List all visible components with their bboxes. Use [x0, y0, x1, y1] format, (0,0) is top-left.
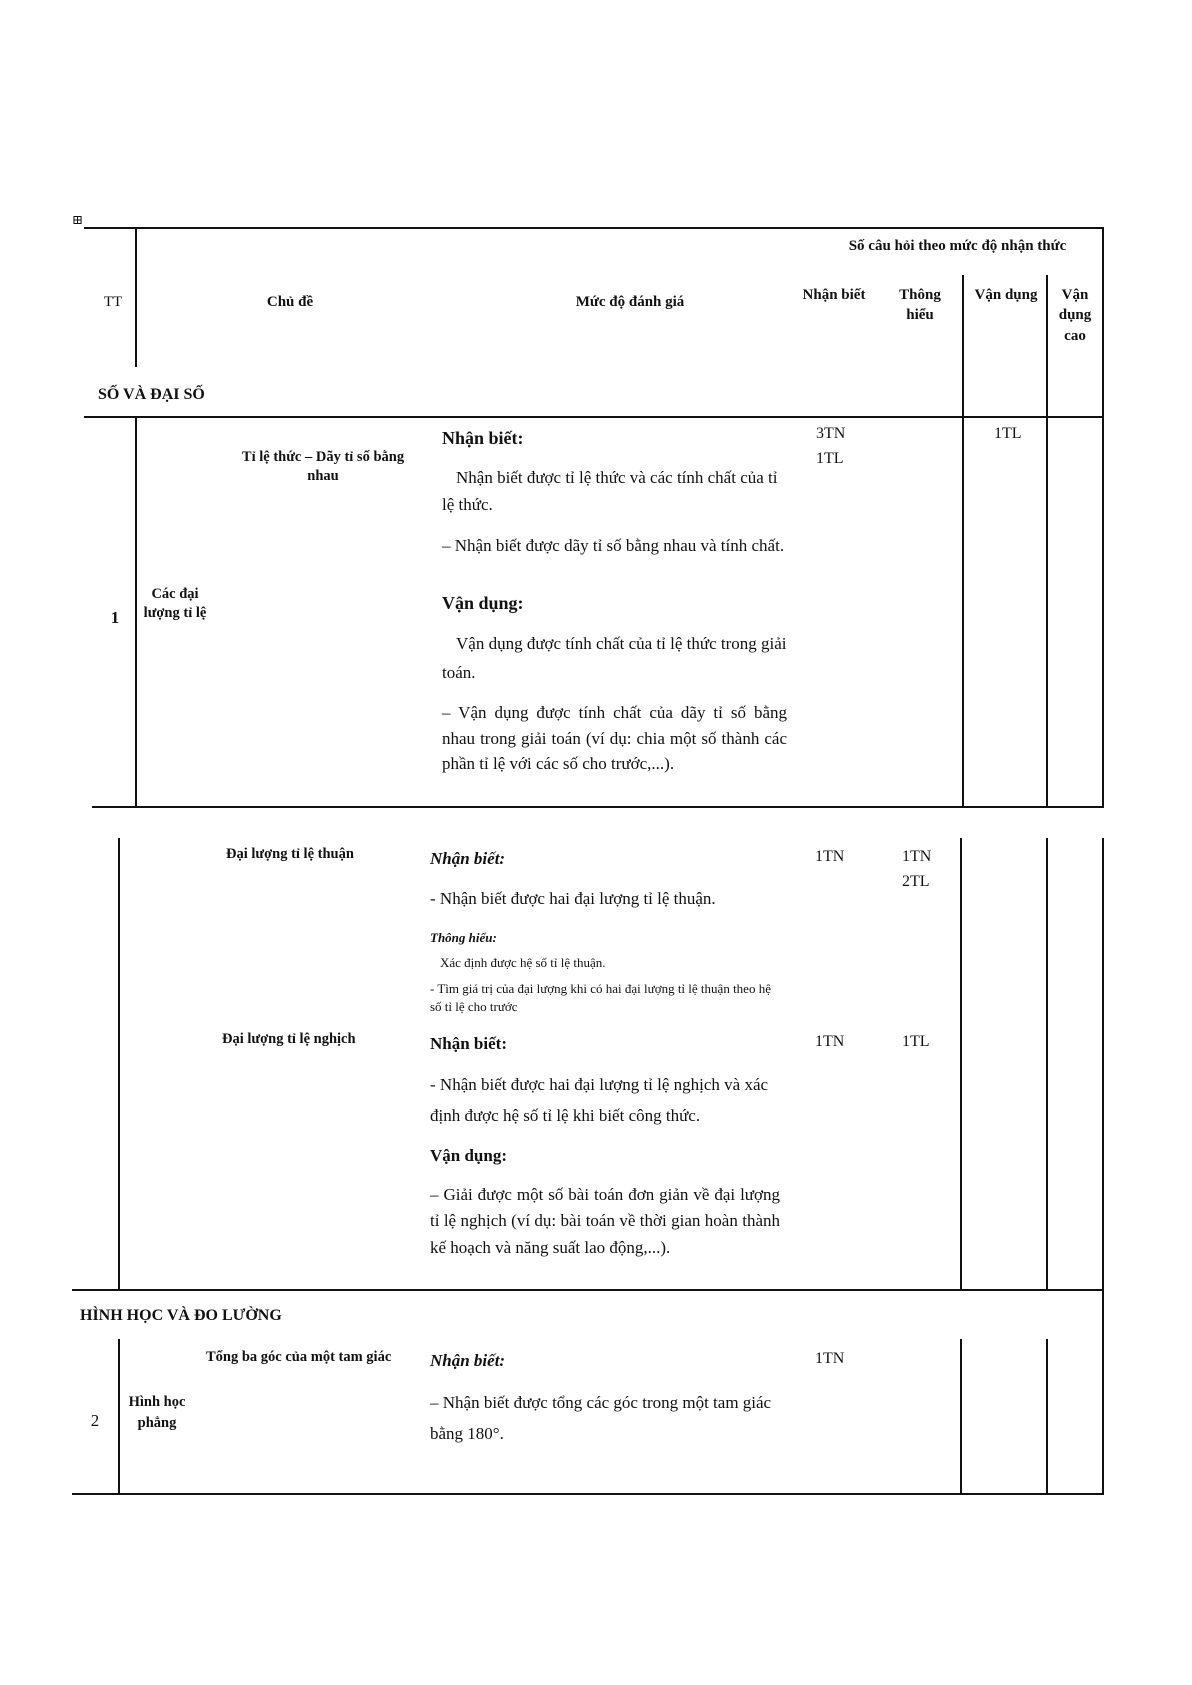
criterion-text: Xác định được hệ số tỉ lệ thuận. — [440, 955, 606, 970]
table-move-handle[interactable]: ⊞ — [72, 212, 83, 227]
topic-name: Tỉ lệ thức – Dãy tỉ số bằng nhau — [241, 449, 405, 484]
topic-name: Đại lượng tỉ lệ nghịch — [222, 1031, 356, 1047]
level-heading: Nhận biết: — [430, 1351, 506, 1370]
level-heading: Vận dụng: — [442, 593, 524, 613]
criterion-text: Nhận biết được tỉ lệ thức và các tính chất của tỉ lệ thức. — [442, 468, 778, 515]
count-vd: 1TL — [994, 425, 1022, 442]
criterion-text: Vận dụng được tính chất của tỉ lệ thức trong giải toán. — [442, 634, 787, 682]
level-heading: Thông hiểu: — [430, 930, 497, 945]
level-heading: Nhận biết: — [430, 1034, 507, 1053]
topic-name: Tổng ba góc của một tam giác — [206, 1349, 392, 1365]
level-heading: Nhận biết: — [430, 849, 506, 868]
row-number: 2 — [90, 1411, 100, 1430]
criterion-text: - Tìm giá trị của đại lượng khi có hai đại lượng tỉ lệ thuận theo hệ số tỉ lệ cho trước — [430, 981, 771, 1015]
topic-name: Đại lượng tỉ lệ thuận — [226, 846, 354, 862]
criterion-text: - Nhận biết được hai đại lượng tỉ lệ thuận. — [430, 889, 716, 908]
count-nb: 1TN — [815, 848, 845, 865]
section-title: SỐ VÀ ĐẠI SỐ — [98, 386, 205, 403]
level-heading: Vận dụng: — [430, 1146, 508, 1165]
criterion-text: – Nhận biết được dãy tỉ số bằng nhau và tính chất. — [442, 536, 785, 555]
level-heading: Nhận biết: — [442, 428, 524, 448]
criterion-text: - Nhận biết được hai đại lượng tỉ lệ nghịch và xác định được hệ số tỉ lệ khi biết công thức. — [430, 1075, 769, 1125]
row-domain: Các đại lượng tỉ lệ — [143, 586, 207, 621]
header-level-vd: Vận dụng — [974, 287, 1038, 303]
count-nb: 1TN — [815, 1033, 845, 1050]
header-assessment: Mức độ đánh giá — [575, 294, 685, 310]
criterion-text: – Vận dụng được tính chất của dãy tỉ số bằng nhau trong giải toán (ví dụ: chia một số thành các phần tỉ lệ với các số cho trước,...). — [442, 703, 787, 773]
header-level-nb: Nhận biết — [802, 287, 866, 303]
count-nb: 3TN 1TL — [816, 425, 846, 467]
header-question-levels: Số câu hỏi theo mức độ nhận thức — [848, 238, 1067, 254]
row-domain: Hình học phẳng — [128, 1394, 186, 1432]
section-title: HÌNH HỌC VÀ ĐO LƯỜNG — [80, 1307, 282, 1324]
row-number: 1 — [110, 608, 120, 627]
count-nb: 1TN — [815, 1350, 845, 1367]
header-level-th: Thông hiểu — [899, 287, 941, 324]
count-th: 1TL — [902, 1033, 930, 1050]
header-level-vdc: Vận dụng cao — [1058, 287, 1092, 344]
criterion-text: – Nhận biết được tổng các góc trong một tam giác bằng 180°. — [430, 1393, 772, 1443]
count-th: 1TN 2TL — [902, 848, 932, 890]
criterion-text: – Giải được một số bài toán đơn giản về đại lượng tỉ lệ nghịch (ví dụ: bài toán về thời gian hoàn thành kế hoạch và năng suất lao động,...). — [430, 1185, 780, 1257]
header-tt: TT — [103, 294, 123, 310]
header-topic: Chủ đề — [266, 294, 314, 310]
